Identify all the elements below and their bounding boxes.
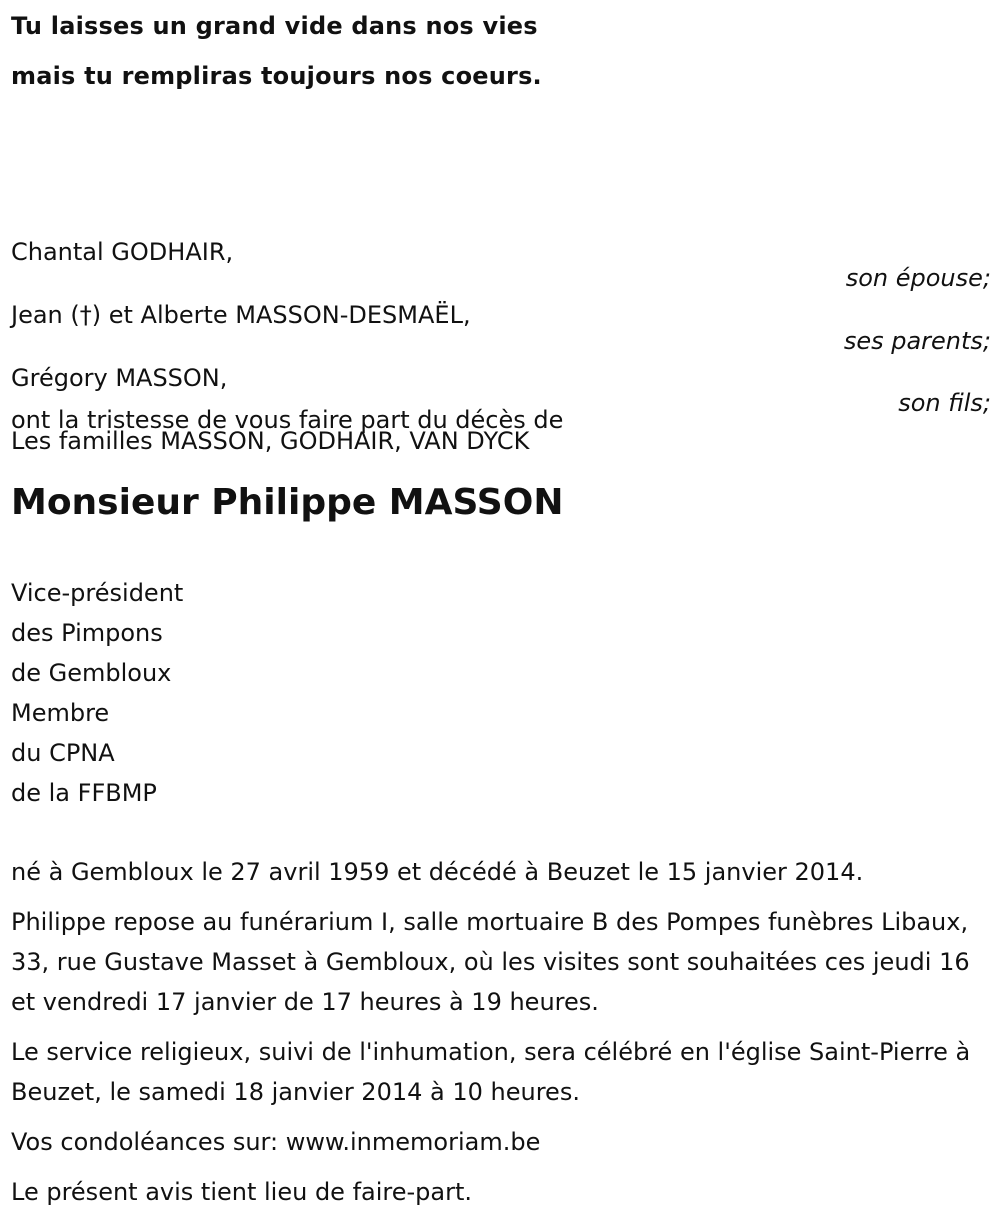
title-line: des Pimpons <box>11 619 163 647</box>
announcement: ont la tristesse de vous faire part du décès de <box>11 406 564 434</box>
titles-list <box>11 573 183 813</box>
birth-death-paragraph: né à Gembloux le 27 avril 1959 et décédé à Beuzet le 15 janvier 2014. <box>11 858 864 886</box>
title-line: Membre <box>11 699 110 727</box>
family-member-name: Chantal GODHAIR, <box>11 238 234 266</box>
service-paragraph: Le service religieux, suivi de l'inhumation, sera célébré en l'église Saint-Pierre à Beuzet, le samedi 18 janvier 2014 à 10 heures. <box>11 1038 971 1106</box>
family-member-name: Jean (†) et Alberte MASSON-DESMAËL, <box>11 301 471 329</box>
notice-paragraph: Le présent avis tient lieu de faire-part. <box>11 1178 473 1206</box>
quote <box>11 1 991 101</box>
condolences-paragraph: Vos condoléances sur: www.inmemoriam.be <box>11 1128 541 1156</box>
family-member-role: son épouse; <box>845 264 991 292</box>
title-line: Vice-président <box>11 579 184 607</box>
quote-line-1: Tu laisses un grand vide dans nos vies <box>11 12 538 40</box>
family-member-name: Les familles MASSON, GODHAIR, VAN DYCK <box>11 427 530 455</box>
title-line: de Gembloux <box>11 659 172 687</box>
family-member-role: son fils; <box>898 389 991 417</box>
visitation-paragraph: Philippe repose au funérarium I, salle mortuaire B des Pompes funèbres Libaux, 33, rue Gustave Masset à Gembloux, où les visites sont souhaitées ces jeudi 16 et vendredi 17 janvier de 17 heures à 19 heures. <box>11 908 970 1016</box>
family-member-name: Grégory MASSON, <box>11 364 228 392</box>
family-member-role: ses parents; <box>843 327 991 355</box>
deceased-name: Monsieur Philippe MASSON <box>11 482 564 523</box>
death-notice <box>11 0 991 1206</box>
notice-body <box>11 852 991 1222</box>
title-line: du CPNA <box>11 739 115 767</box>
quote-line-2: mais tu rempliras toujours nos coeurs. <box>11 62 542 90</box>
title-line: de la FFBMP <box>11 779 157 807</box>
